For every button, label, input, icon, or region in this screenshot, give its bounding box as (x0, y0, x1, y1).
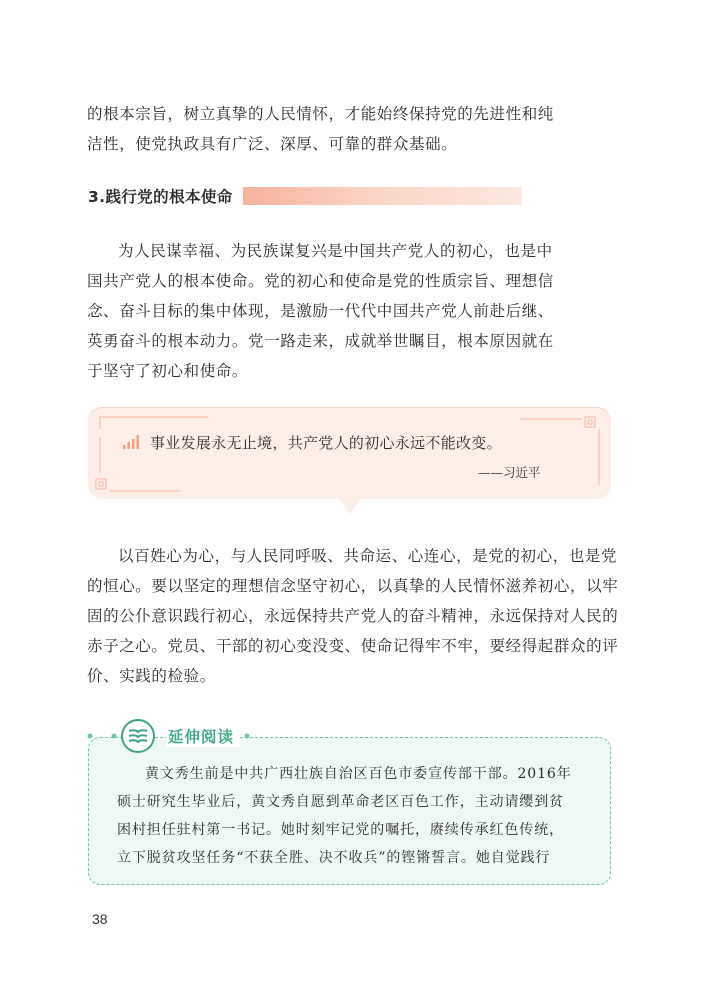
quote-box (88, 407, 611, 499)
paragraph-line: 的恒心。要以坚定的理想信念坚守初心，以真挚的人民情怀滋养初心，以牢 (87, 577, 619, 595)
header-dots-left (84, 729, 120, 743)
page-number: 38 (92, 911, 108, 927)
extended-reading-text (117, 760, 587, 872)
paragraph-line: 为人民谋幸福、为民族谋复兴是中国共产党人的初心，也是中 (118, 242, 553, 260)
paragraph-line: 念、奋斗目标的集中体现，是激励一代代中国共产党人前赴后继、 (87, 302, 554, 320)
heart-paragraph (87, 541, 619, 691)
section-heading-bar (243, 187, 522, 205)
section-heading (88, 185, 522, 207)
reading-line: 硕士研究生毕业后，黄文秀自愿到革命老区百色工作，主动请缨到贫 (117, 794, 564, 810)
reading-line: 黄文秀生前是中共广西壮族自治区百色市委宣传部干部。2016年 (145, 766, 572, 782)
quote-author: ——习近平 (478, 465, 541, 480)
paragraph-line: 以百姓心为心，与人民同呼吸、共命运、心连心，是党的初心，也是党 (118, 547, 618, 565)
book-icon (120, 718, 156, 754)
header-dot-right (240, 729, 254, 743)
quote-frame-decoration (88, 407, 611, 499)
paragraph-line: 洁性，使党执政具有广泛、深厚、可靠的群众基础。 (87, 135, 458, 153)
mission-paragraph (87, 236, 615, 386)
continuation-paragraph (87, 99, 615, 159)
quote-text: 事业发展永无止境，共产党人的初心永远不能改变。 (150, 434, 502, 452)
reading-line: 困村担任驻村第一书记。她时刻牢记党的嘱托，赓续传承红色传统， (117, 822, 564, 838)
paragraph-line: 英勇奋斗的根本动力。党一路走来，成就举世瞩目，根本原因就在 (87, 332, 554, 350)
paragraph-line: 的根本宗旨，树立真挚的人民情怀，才能始终保持党的先进性和纯 (87, 105, 554, 123)
paragraph-line: 固的公仆意识践行初心，永远保持共产党人的奋斗精神，永远保持对人民的 (87, 607, 619, 625)
quote-pointer (338, 498, 362, 514)
reading-line: 立下脱贫攻坚任务“不获全胜、决不收兵”的铿锵誓言。她自觉践行 (117, 850, 551, 866)
signal-bars-icon (122, 434, 142, 450)
paragraph-line: 国共产党人的根本使命。党的初心和使命是党的性质宗旨、理想信 (87, 272, 554, 290)
section-title: 3.践行党的根本使命 (88, 188, 233, 206)
paragraph-line: 赤子之心。党员、干部的初心变没变、使命记得牢不牢，要经得起群众的评 (87, 637, 619, 655)
paragraph-line: 于坚守了初心和使命。 (87, 362, 249, 380)
paragraph-line: 价、实践的检验。 (87, 667, 216, 685)
extended-reading-title: 延伸阅读 (166, 725, 240, 747)
